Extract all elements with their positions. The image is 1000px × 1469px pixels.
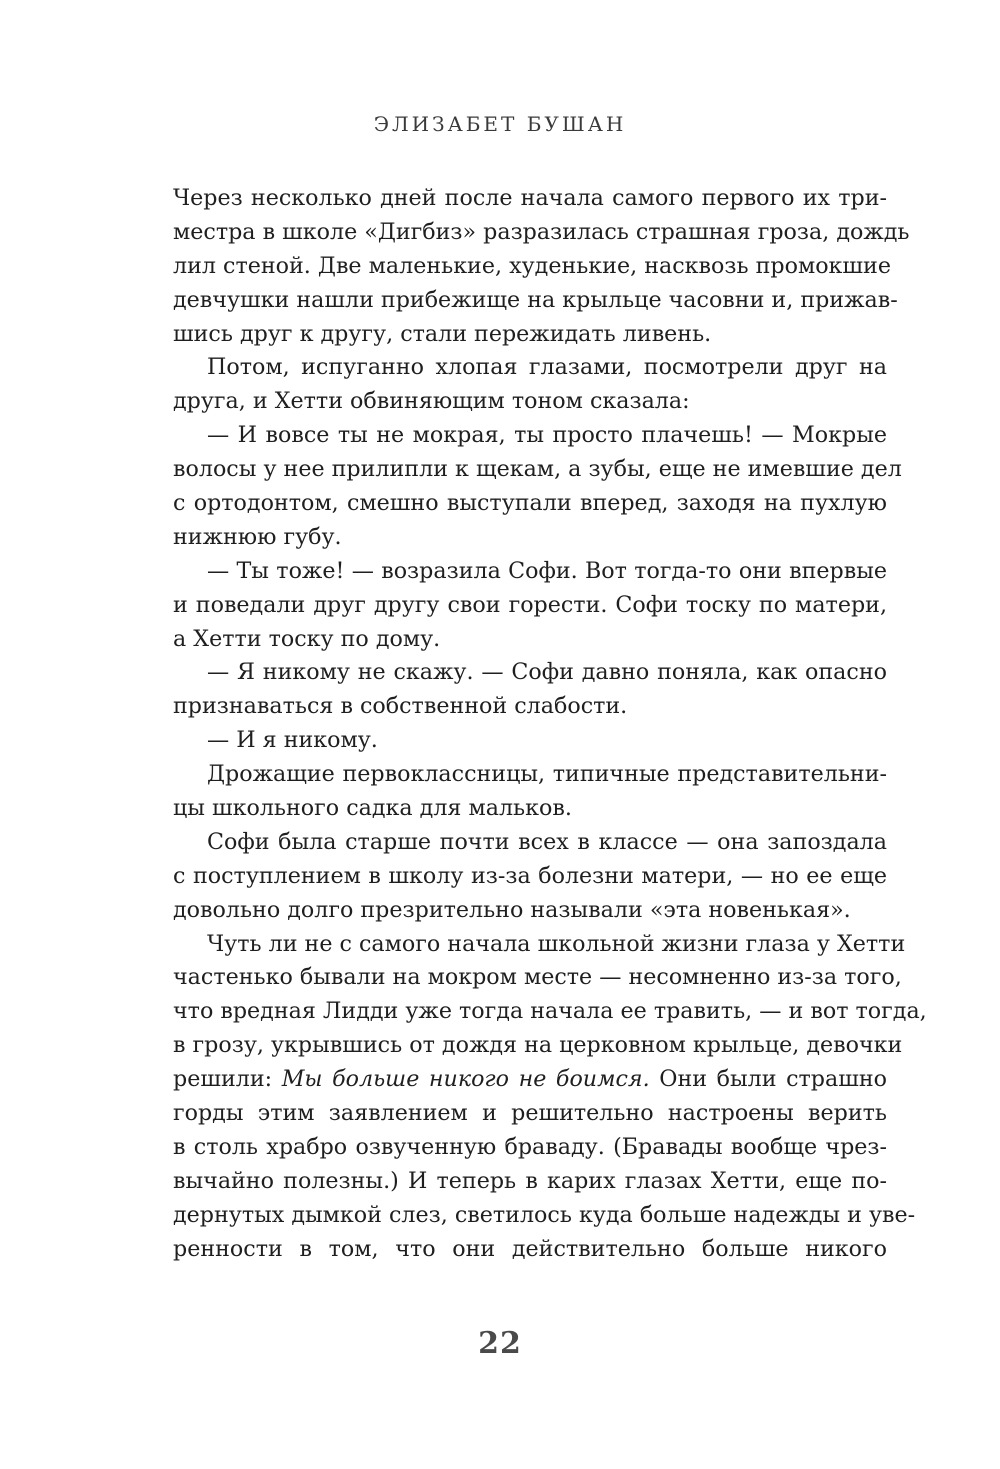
- text-line: частенько бывали на мокром месте — несомненно из-за того,: [173, 964, 902, 991]
- text-line: Чуть ли не с самого начала школьной жизни глаза у Хетти: [207, 930, 906, 957]
- page-number: 22: [478, 1326, 522, 1361]
- text-line: — И я никому.: [207, 727, 378, 754]
- text-line: шись друг к другу, стали пережидать ливень.: [173, 320, 712, 347]
- text-line: — Я никому не скажу. — Софи давно поняла, как опасно: [207, 659, 887, 686]
- text-run: Они были страшно: [659, 1066, 888, 1093]
- running-head: ЭЛИЗАБЕТ БУШАН: [373, 112, 627, 136]
- text-line: Софи была старше почти всех в классе — она запоздала: [207, 828, 887, 855]
- text-line: лил стеной. Две маленькие, худенькие, насквозь промокшие: [173, 252, 891, 279]
- text-line: местра в школе «Дигбиз» разразилась страшная гроза, дождь: [173, 218, 910, 245]
- text-line: в грозу, укрывшись от дождя на церковном крыльце, девочки: [173, 1032, 903, 1059]
- text-line: Дрожащие первоклассницы, типичные представительни-: [207, 761, 887, 788]
- text-line: в столь храбро озвученную браваду. (Бравады вообще чрез-: [173, 1133, 887, 1160]
- text-line: дернутых дымкой слез, светилось куда больше надежды и уве-: [173, 1201, 916, 1228]
- text-line: довольно долго презрительно называли «эта новенькая».: [173, 896, 851, 923]
- text-line: а Хетти тоску по дому.: [173, 625, 441, 652]
- text-line: Потом, испуганно хлопая глазами, посмотрели друг на: [207, 354, 887, 381]
- text-line: — И вовсе ты не мокрая, ты просто плачешь! — Мокрые: [207, 422, 887, 449]
- text-line: с ортодонтом, смешно выступали вперед, заходя на пухлую: [173, 490, 887, 517]
- text-line: нижнюю губу.: [173, 523, 342, 550]
- text-line: волосы у нее прилипли к щекам, а зубы, еще не имевшие дел: [173, 456, 902, 483]
- text-line: что вредная Лидди уже тогда начала ее травить, — и вот тогда,: [173, 998, 927, 1025]
- text-line: Через несколько дней после начала самого первого их три-: [173, 185, 887, 211]
- text-line: признаваться в собственной слабости.: [173, 693, 628, 720]
- text-line: горды этим заявлением и решительно настроены верить: [173, 1100, 887, 1127]
- text-line: цы школьного садка для мальков.: [173, 795, 572, 822]
- text-line: ренности в том, что они действительно больше никого: [173, 1235, 887, 1262]
- text-line: и поведали друг другу свои горести. Софи тоску по матери,: [173, 591, 887, 618]
- text-line: вычайно полезны.) И теперь в карих глазах Хетти, еще по-: [173, 1167, 887, 1194]
- text-run: решили:: [173, 1066, 273, 1093]
- italic-phrase: Мы больше никого не боимся.: [281, 1066, 650, 1093]
- main-text: [173, 182, 927, 1267]
- text-line: девчушки нашли прибежище на крыльце часовни и, прижав-: [173, 286, 898, 313]
- text-line: с поступлением в школу из-за болезни матери, — но ее еще: [173, 862, 887, 889]
- text-line: — Ты тоже! — возразила Софи. Вот тогда-то они впервые: [207, 557, 887, 584]
- text-line: [173, 1063, 887, 1097]
- text-line: друга, и Хетти обвиняющим тоном сказала:: [173, 388, 690, 415]
